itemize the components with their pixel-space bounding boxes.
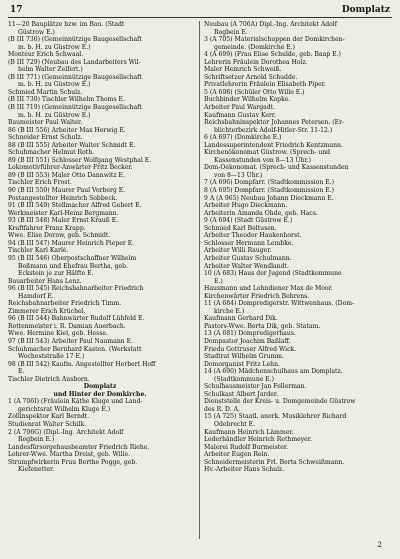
directory-entry-line: Schneidermeisterin Frl. Berta Schweißmann. [204,458,345,466]
directory-entry-line: 11—20 Bauplätze bzw. im Bau. (Stadt [8,21,125,28]
directory-entry-line: Arbeiter Theodor Haukenhorst. [204,232,302,240]
directory-entry-line: 94 (B III 547) Maurer Heinrich Pieper E. [8,239,135,247]
street-heading: Domplatz [341,5,390,15]
directory-entry-line: Bauarbeiter Hans Lenz. [8,277,82,285]
directory-entry-line: Kiefenetter. [18,466,55,474]
directory-entry-line: 91 (B III 549) Stellmacher Alfred Gebert E. [8,202,142,210]
directory-entry-line: 8 (A 695) Dompfarr. (Stadtkommission E.) [204,187,334,195]
directory-entry-line: Lederhändler Heinrich Rethmeyer. [204,436,312,444]
directory-entry-line: Lehrerin Fräulein Dorothea Holz. [204,58,308,66]
directory-entry-line: Landessuperintendent Friedrich Kentzmann. [204,141,343,149]
directory-entry-line: 88 (B III 555) Arbeiter Walter Schmidt E. [8,141,136,149]
directory-entry-line: (Stadtkommune E.) [214,375,275,383]
directory-entry-line: Tischler Erich Frost. [8,179,72,187]
directory-entry-line: Arbeiter Walter Wendlandt. [204,262,289,270]
directory-entry-line: Hausmann und Lohndiener Max de Moor. [204,285,333,293]
directory-entry-line: Rogbein E. [214,28,248,36]
directory-entry-line: Arbeiter Paul Wargadt. [204,104,276,112]
directory-entry-line: von 8—13 Uhr.) [214,171,263,179]
directory-entry-line: des R. D. A. [204,405,240,413]
directory-entry-line: Werkmeister Karl-Heinz Bergmann. [8,209,119,217]
directory-entry-line: Kaufmann Gustav Kerr. [204,111,277,119]
directory-entry-line: Schuhmacher Bernhard Kasten. (Werkstatt [8,345,142,353]
directory-entry-line: Maler Heinrich Schweiß. [204,66,282,74]
directory-entry-line: 10 (A 683) Haus der Jugend (Stadtkommune [204,270,342,278]
directory-entry-line: Schneider Ernst Schulz. [8,134,83,142]
directory-entry-line: Arbeiterin Amanda Ohde, geb. Hacs. [204,209,318,217]
footer-page-mark: 2 [377,541,382,549]
column-divider [199,21,200,539]
directory-entry-line: Kassenstunden von 8—13 Uhr.) [214,156,312,164]
directory-entry-line: gerichtsrat Wilhelm Kluge E.) [18,405,111,413]
directory-entry-line: Studienrat Walter Schilk. [8,420,87,428]
directory-entry-line: E. [18,368,25,376]
directory-entry-line: 89 (B III 553) Maler Otto Dannwitz E. [8,171,125,179]
directory-entry-line: 5 (A 698) (Schüler Otto Wille E.) [204,88,305,96]
directory-entry-line: Kaufmann Gerhard Dik. [204,315,278,323]
directory-entry-line: 3 (A 705) Materialschuppen der Domkirchen- [204,36,345,44]
directory-entry-line: 86 (B III 556) Arbeiter Max Herwig E. [8,126,126,134]
directory-entry-line: Landesfürsorgehausbeamter Friedrich Riehe. [8,443,150,451]
directory-entry-line: 6 (A 697) (Domkirche E.) [204,134,282,142]
left-column [8,21,192,474]
directory-entry-line: Dompastor Joachim Baßlaff. [204,337,291,345]
directory-entry-line: Domorganist Fritz Lehn. [204,360,280,368]
directory-entry-line: Schmied Karl Beltusen. [204,224,277,232]
directory-entry-line: 2 (A 706G) (Dipl.-Ing. Architekt Adolf [8,428,124,436]
directory-entry-line: Stadtrat Wilhelm Grumm. [204,353,284,361]
directory-entry-line: (B III 729) (Neubau des Landarbeiters Wil- [8,58,141,66]
directory-entry-line: Zollinspektor Karl Berndt. [8,413,90,421]
directory-entry-line: Schmied Martin Schulz. [8,88,83,96]
directory-entry-line: kirche E.) [214,307,245,315]
directory-entry-line: Reichsbahninspektor Johannes Petersen. (Er- [204,119,345,127]
directory-entry-line: blichterbezirk Adolf-Hitler-Str. 11-12.) [214,126,333,134]
directory-entry-line: Zimmerer Erich Krüchel. [8,307,86,315]
directory-entry-line: Neubau (A 706A) Dipl.-Ing. Architekt Adolf [204,21,338,28]
directory-entry-line: m. b. H. zu Güstrow E.) [18,43,91,51]
directory-entry-line: Kaufmann Heinrich Lämmer. [204,428,294,436]
directory-entry-line: E.) [214,277,223,285]
directory-entry-line: Strumpfwirkerin Frau Berthe Pogge, geb. [8,458,138,466]
directory-entry-line: Buchbinder Wilhelm Kopke. [204,96,291,104]
directory-entry-line: Privatlehrerin Fräulein Elisabeth Piper. [204,81,326,89]
directory-entry-line: Frieda Gottruser Alfred Wick. [204,345,297,353]
directory-entry-line: Lehrer-Wwe. Martha Dreist, geb. Wille. [8,451,131,459]
directory-entry-line: Tischler Dietrich Ausborn. [8,375,90,383]
directory-entry-line: 96 (B III 544) Bahnwärter Rudolf Lühfeld E. [8,315,145,323]
directory-entry-line: (B III 730) Tischler Wilhelm Thoms E. [8,96,125,104]
directory-entry-line: (B III 719) (Gemeinnützige Baugesellschaft [8,104,142,112]
directory-entry-line: 9 (A 694) (Stadt Güstrow E.) [204,217,293,225]
directory-entry-line: Hamdorf E. [18,292,54,300]
directory-entry-line: Arbeiter Gustav Schulmann. [204,254,292,262]
directory-entry-line: (B III 730) (Gemeinnützige Baugesellschaft [8,36,142,44]
directory-entry-line: 1 (A 706I) (Fräulein Käthe Kluge und Land- [8,398,143,406]
directory-entry-line: Tischler Karl Karlé. [8,247,69,255]
directory-entry-line: 96 (B III 545) Reichsbahnarbeiter Friedrich [8,285,144,293]
directory-entry-line: Eckstein je zur Hälfte E. [18,270,94,278]
directory-entry-line: 9 A (A 965) Neubau Johann Dieckmann E. [204,194,334,202]
directory-entry-line: Malerei Rudolf Burmeister. [204,443,289,451]
directory-entry-line: Baumeister Paul Walter. [8,119,83,127]
directory-entry-line: Pastors-Wwe. Berta Dik, geb. Statam. [204,322,321,330]
directory-entry-line: Hv.-Arbeiter Hans Schulz. [204,466,285,474]
directory-entry-line: Reichsbahnarbeiter Friedrich Timm. [8,300,122,308]
directory-entry-line: Postangestellter Heinrich Sobbeck. [8,194,118,202]
directory-entry-line: Kirchenwärter Friedrich Behrens. [204,292,310,300]
directory-entry-line: Wwe. Hermine Kiel, geb. Hesse. [8,330,108,338]
directory-entry-line: 95 (B III 546) Oberpostschaffner Wilhelm [8,254,137,262]
directory-entry-line: Rottenmeister i. R. Damian Auerbach. [8,322,126,330]
directory-entry-line: 7 (A 696) Dompfarr. (Stadtkommission E.) [204,179,334,187]
directory-entry-line: Schulkast Albert Jarder. [204,390,279,398]
directory-entry-line: 15 (A 725) Staatl. anerk. Musiklehrer Richard [204,413,347,421]
directory-entry-line: Lokomotivführer-Anwärter Fritz Becker. [8,164,133,172]
directory-entry-line: 90 (B III 550) Maurer Paul Vorberg E. [8,187,126,195]
directory-entry-line: 13 (A 681) Dompredigerhaus. [204,330,296,338]
directory-entry-line: Schulhausmeister Jan Fellerman. [204,383,307,391]
directory-entry-line: 98 (B III 542) Kaufm. Angestellter Herbert Hoff [8,360,156,368]
directory-entry-line: Schlosser Hermann Lembke. [204,239,294,247]
directory-entry-line: Dom-Oekonomat. (Sprech- und Kassenstunden [204,164,349,172]
section-heading: und Hinter der Domkirche. [53,390,147,398]
directory-entry-line: 97 (B III 543) Arbeiter Paul Naumann E. [8,337,134,345]
directory-entry-line: m. b. H. zu Güstrow E.) [18,81,91,89]
directory-entry-line: Dienststelle der Kreis- u. Domgemeinde Güstrow [204,398,356,406]
directory-entry-line: Rogbein E.) [18,436,55,444]
page-header [8,5,392,18]
directory-entry-line: gemeinde. (Domkirche E.) [214,43,296,51]
directory-entry-line: Schuhmacher Helmut Roth. [8,149,95,157]
directory-entry-line: helm Walter Zelfert.) [18,66,83,74]
right-column [204,21,388,474]
directory-entry-line: Arbeiter Willi Rauger. [204,247,272,255]
directory-entry-line: Kirchenökonomat Güstrow. (Sprech- und [204,149,331,157]
directory-entry-line: Schriftsetzer Arnold Schudde. [204,73,298,81]
directory-entry-line: 11 (A 684) Dompredigerstr. Wittwenhaus. (Dom- [204,300,355,308]
directory-entry-line: 89 (B III 551) Schlosser Wolfgang Westphal E. [8,156,152,164]
directory-entry-line: Arbeiter Hugo Dieckmann. [204,202,288,210]
directory-entry-line: Wocheststraße 17 E.) [18,353,85,361]
directory-entry-line: Monteur Erich Schwaal. [8,51,84,59]
directory-entry-line: 93 (B III 548) Maler Ernst Krauß E. [8,217,119,225]
directory-entry-line: Kraftfahrer Franz Krapp. [8,224,86,232]
page-number: 17 [10,5,23,15]
directory-entry-line: m. b. H. zu Güstrow E.) [18,111,91,119]
directory-entry-line: Odebrecht E. [214,420,256,428]
directory-entry-line: (B III 771) (Gemeinnützige Baugesellschaft [8,73,142,81]
section-heading: Domplatz [83,383,117,391]
directory-entry-line: Boßmann und Ehefrau Bertha, geb. [18,262,128,270]
directory-entry-line: Arbeiter Eugen Rein. [204,451,270,459]
directory-entry-line: 4 (A 699) (Frau Elise Schulde, geb. Baap E.) [204,51,341,59]
directory-entry-line: Wwe. Elise Dorow, geb. Schmidt. [8,232,111,240]
directory-entry-line: Güstrow E.) [18,28,55,36]
directory-entry-line: 14 (A 690) Mädchenschulhaus am Domplatz. [204,368,343,376]
